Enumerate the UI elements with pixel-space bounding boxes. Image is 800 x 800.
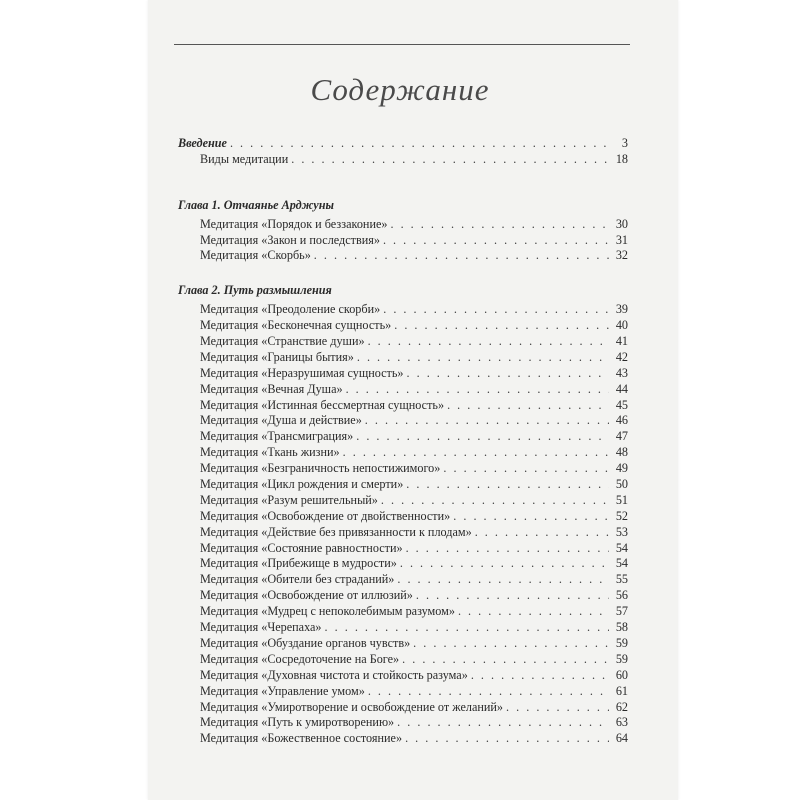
toc-entry-page: 48 xyxy=(615,445,628,460)
toc-entry-label: Медитация «Истинная бессмертная сущность» xyxy=(200,397,445,412)
dot-leader xyxy=(390,217,609,233)
toc-entry xyxy=(178,636,628,652)
toc-entry xyxy=(178,556,628,572)
toc-entry-label: Медитация «Закон и последствия» xyxy=(200,232,380,247)
toc-entry xyxy=(178,684,628,700)
toc-entry xyxy=(178,382,628,398)
toc-entry-label: Медитация «Обители без страданий» xyxy=(200,572,395,587)
toc-entry-page: 55 xyxy=(615,572,628,587)
toc-entry xyxy=(178,652,628,668)
toc-entry-page: 61 xyxy=(615,683,628,698)
toc-entry-label: Медитация «Безграничность непостижимого» xyxy=(200,461,441,476)
dot-leader xyxy=(447,398,609,414)
dot-leader xyxy=(346,382,609,398)
toc-entry xyxy=(178,620,628,636)
dot-leader xyxy=(402,652,609,668)
toc-entry-label: Медитация «Управление умом» xyxy=(200,683,365,698)
dot-leader xyxy=(406,477,609,493)
toc-entry-page: 54 xyxy=(615,540,628,555)
dot-leader xyxy=(383,233,609,249)
toc-entry-page: 18 xyxy=(615,151,628,166)
toc-entry-page: 3 xyxy=(621,136,628,150)
chapter1-section xyxy=(178,198,628,265)
toc-entry-label: Виды медитации xyxy=(200,151,289,166)
dot-leader xyxy=(400,556,609,572)
toc-entry-page: 46 xyxy=(615,413,628,428)
toc-entry-label: Медитация «Трансмиграция» xyxy=(200,429,354,444)
dot-leader xyxy=(291,152,609,168)
toc-entry xyxy=(178,445,628,461)
toc-entry-page: 53 xyxy=(615,524,628,539)
dot-leader xyxy=(314,248,609,264)
toc-entry-page: 44 xyxy=(615,381,628,396)
dot-leader xyxy=(325,620,609,636)
toc-entry-label: Медитация «Вечная Душа» xyxy=(200,381,343,396)
dot-leader xyxy=(368,334,609,350)
dot-leader xyxy=(397,572,609,588)
toc-entry-page: 58 xyxy=(615,620,628,635)
dot-leader xyxy=(506,700,609,716)
toc-entry-label: Медитация «Скорбь» xyxy=(200,248,311,263)
dot-leader xyxy=(397,715,609,731)
toc-entry xyxy=(178,152,628,168)
toc-entry xyxy=(178,366,628,382)
toc-entry xyxy=(178,604,628,620)
toc-entry-intro xyxy=(178,136,628,152)
toc-entry xyxy=(178,398,628,414)
dot-leader xyxy=(413,636,609,652)
toc-entry-label: Медитация «Странствие души» xyxy=(200,334,365,349)
toc-entry-page: 45 xyxy=(615,397,628,412)
toc-entry-page: 32 xyxy=(615,248,628,263)
toc-entry-label: Медитация «Обуздание органов чувств» xyxy=(200,635,411,650)
toc-entry xyxy=(178,731,628,747)
toc-entry-page: 30 xyxy=(615,216,628,231)
dot-leader xyxy=(230,136,609,152)
dot-leader xyxy=(357,350,609,366)
toc-entry-label: Медитация «Ткань жизни» xyxy=(200,445,340,460)
toc-entry xyxy=(178,429,628,445)
toc-entry xyxy=(178,525,628,541)
toc-entry xyxy=(178,541,628,557)
toc-entry-page: 59 xyxy=(615,635,628,650)
toc-entry-page: 39 xyxy=(615,302,628,317)
dot-leader xyxy=(416,588,609,604)
dot-leader xyxy=(356,429,609,445)
toc-entry-page: 56 xyxy=(615,588,628,603)
dot-leader xyxy=(394,318,609,334)
toc-entry-label: Медитация «Черепаха» xyxy=(200,620,322,635)
toc-entry-label: Медитация «Порядок и беззаконие» xyxy=(200,216,388,231)
toc-entry xyxy=(178,217,628,233)
toc-entry-page: 41 xyxy=(615,334,628,349)
toc-entry-label: Медитация «Бесконечная сущность» xyxy=(200,318,392,333)
toc-entry xyxy=(178,302,628,318)
toc-entry-page: 57 xyxy=(615,604,628,619)
toc-entry-label: Медитация «Цикл рождения и смерти» xyxy=(200,477,404,492)
chapter-heading: Глава 1. Отчаянье Арджуны xyxy=(178,197,334,212)
toc-entry-page: 62 xyxy=(615,699,628,714)
toc-entry-label: Медитация «Освобождение от двойственности» xyxy=(200,508,451,523)
toc-entry-label: Медитация «Действие без привязанности к плодам» xyxy=(200,524,472,539)
toc-entry-label: Медитация «Душа и действие» xyxy=(200,413,362,428)
page-title: Содержание xyxy=(310,72,490,107)
toc-entry-label: Медитация «Духовная чистота и стойкость разума» xyxy=(200,667,468,682)
toc-entry xyxy=(178,715,628,731)
toc-entry-label: Медитация «Состояние равностности» xyxy=(200,540,403,555)
toc-entry-label: Медитация «Преодоление скорби» xyxy=(200,302,381,317)
intro-section xyxy=(178,136,628,168)
dot-leader xyxy=(383,302,609,318)
toc-entry xyxy=(178,334,628,350)
toc-entry-label: Медитация «Мудрец с непоколебимым разумом» xyxy=(200,604,455,619)
chapter2-section xyxy=(178,283,628,747)
toc-entry-page: 42 xyxy=(615,349,628,364)
dot-leader xyxy=(453,509,609,525)
toc-entry-label: Медитация «Разум решительный» xyxy=(200,492,378,507)
toc-entry-label: Медитация «Неразрушимая сущность» xyxy=(200,365,404,380)
toc-entry xyxy=(178,233,628,249)
toc-entry-page: 40 xyxy=(615,318,628,333)
dot-leader xyxy=(343,445,609,461)
toc-entry xyxy=(178,477,628,493)
toc-entry-label: Медитация «Освобождение от иллюзий» xyxy=(200,588,413,603)
toc-entry xyxy=(178,588,628,604)
toc-entry-page: 50 xyxy=(615,477,628,492)
dot-leader xyxy=(365,413,609,429)
toc-entry-label: Введение xyxy=(178,136,227,150)
toc-entry xyxy=(178,700,628,716)
table-of-contents xyxy=(178,136,628,747)
toc-entry-label: Медитация «Границы бытия» xyxy=(200,349,354,364)
toc-entry-label: Медитация «Умиротворение и освобождение от желаний» xyxy=(200,699,504,714)
toc-entry xyxy=(178,350,628,366)
dot-leader xyxy=(405,731,609,747)
toc-entry xyxy=(178,668,628,684)
dot-leader xyxy=(368,684,609,700)
dot-leader xyxy=(381,493,609,509)
header-rule xyxy=(174,44,630,45)
toc-entry xyxy=(178,461,628,477)
toc-entry xyxy=(178,493,628,509)
toc-entry-page: 64 xyxy=(615,731,628,746)
toc-entry-label: Медитация «Божественное состояние» xyxy=(200,731,403,746)
toc-entry-page: 59 xyxy=(615,651,628,666)
chapter-heading: Глава 2. Путь размышления xyxy=(178,283,332,298)
toc-entry-page: 31 xyxy=(615,232,628,247)
toc-entry-page: 60 xyxy=(615,667,628,682)
toc-entry-label: Медитация «Прибежище в мудрости» xyxy=(200,556,397,571)
dot-leader xyxy=(407,366,609,382)
toc-entry-page: 47 xyxy=(615,429,628,444)
dot-leader xyxy=(475,525,609,541)
toc-entry-page: 43 xyxy=(615,365,628,380)
toc-entry-page: 52 xyxy=(615,508,628,523)
dot-leader xyxy=(458,604,609,620)
toc-entry xyxy=(178,413,628,429)
toc-entry xyxy=(178,509,628,525)
toc-entry xyxy=(178,248,628,264)
toc-entry-label: Медитация «Путь к умиротворению» xyxy=(200,715,395,730)
toc-entry xyxy=(178,572,628,588)
dot-leader xyxy=(443,461,609,477)
toc-entry-page: 63 xyxy=(615,715,628,730)
toc-entry-page: 49 xyxy=(615,461,628,476)
toc-entry xyxy=(178,318,628,334)
dot-leader xyxy=(406,541,609,557)
toc-entry-page: 51 xyxy=(615,492,628,507)
toc-entry-page: 54 xyxy=(615,556,628,571)
dot-leader xyxy=(471,668,609,684)
toc-entry-label: Медитация «Сосредоточение на Боге» xyxy=(200,651,400,666)
